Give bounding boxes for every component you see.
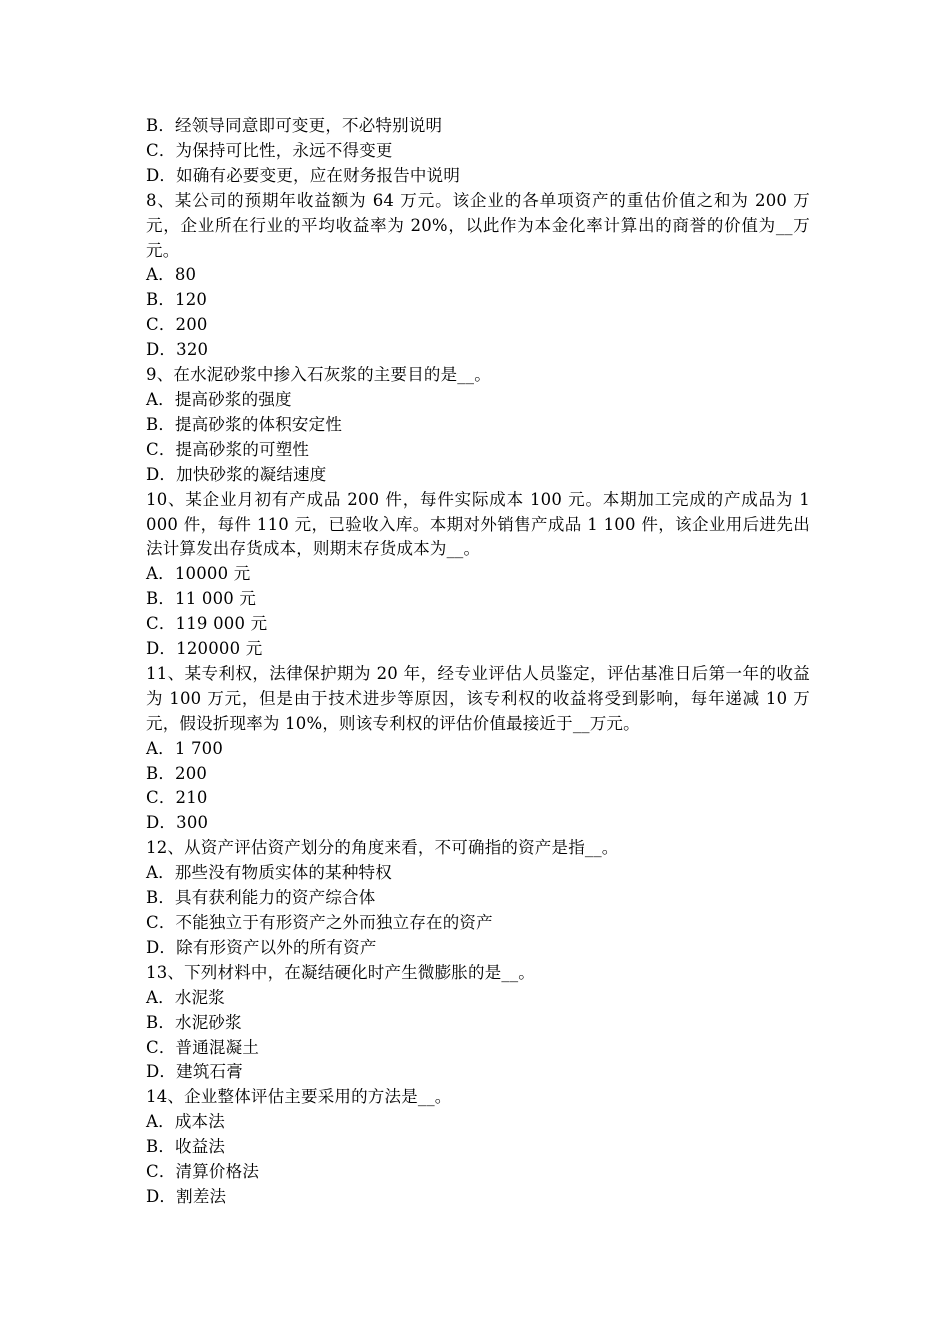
option-line: C．200 <box>146 315 208 335</box>
option-line: A．水泥浆 <box>146 987 225 1007</box>
option-line: B．200 <box>146 763 208 783</box>
option-line: B．120 <box>146 290 208 310</box>
option-line: C．清算价格法 <box>146 1162 260 1182</box>
option-line: D．120000 元 <box>146 639 263 659</box>
question-stem: 14、企业整体评估主要采用的方法是__。 <box>146 1087 452 1107</box>
option-line: A．1 700 <box>146 738 224 758</box>
option-line: D．300 <box>146 813 209 833</box>
option-line: D．除有形资产以外的所有资产 <box>146 937 377 957</box>
question-stem: 13、下列材料中，在凝结硬化时产生微膨胀的是__。 <box>146 962 535 982</box>
option-line: C．提高砂浆的可塑性 <box>146 439 310 459</box>
option-line: A．80 <box>146 265 197 285</box>
option-line: D．割差法 <box>146 1186 227 1206</box>
question-stem: 9、在水泥砂浆中掺入石灰浆的主要目的是__。 <box>146 365 491 385</box>
option-line: B．提高砂浆的体积安定性 <box>146 414 343 434</box>
question-stem: 12、从资产评估资产划分的角度来看，不可确指的资产是指__。 <box>146 838 619 858</box>
option-line: D．320 <box>146 340 209 360</box>
option-line: D．加快砂浆的凝结速度 <box>146 464 327 484</box>
option-line: A．10000 元 <box>146 564 251 584</box>
question-stem: 10、某企业月初有产成品 200 件，每件实际成本 100 元。本期加工完成的产成品为 1 000 件，每件 110 元，已验收入库。本期对外销售产成品 1 100 件，该企业用后进先出法计算发出存货成本，则期末存货成本为__。 <box>146 489 810 559</box>
document-body <box>146 114 810 1210</box>
option-line: A．提高砂浆的强度 <box>146 389 292 409</box>
option-line: D．如确有必要变更，应在财务报告中说明 <box>146 165 461 185</box>
option-line: C．普通混凝土 <box>146 1037 260 1057</box>
option-line: B．收益法 <box>146 1137 226 1157</box>
option-line: A．那些没有物质实体的某种特权 <box>146 863 392 883</box>
option-line: C．210 <box>146 788 208 808</box>
option-line: B．经领导同意即可变更，不必特别说明 <box>146 116 443 135</box>
option-line: C．119 000 元 <box>146 614 268 634</box>
option-line: A．成本法 <box>146 1112 225 1132</box>
option-line: C．为保持可比性，永远不得变更 <box>146 140 393 160</box>
option-line: B．11 000 元 <box>146 589 257 609</box>
option-line: C．不能独立于有形资产之外而独立存在的资产 <box>146 913 493 932</box>
question-stem: 8、某公司的预期年收益额为 64 万元。该企业的各单项资产的重估价值之和为 200 万元，企业所在行业的平均收益率为 20%，以此作为本金化率计算出的商誉的价值为__万元。 <box>146 190 810 260</box>
option-line: B．水泥砂浆 <box>146 1012 242 1032</box>
option-line: B．具有获利能力的资产综合体 <box>146 888 376 908</box>
question-stem: 11、某专利权，法律保护期为 20 年，经专业评估人员鉴定，评估基准日后第一年的收益为 100 万元，但是由于技术进步等原因，该专利权的收益将受到影响，每年递减 10 万元，假设折现率为 10%，则该专利权的评估价值最接近于__万元。 <box>146 663 810 733</box>
option-line: D．建筑石膏 <box>146 1062 243 1082</box>
